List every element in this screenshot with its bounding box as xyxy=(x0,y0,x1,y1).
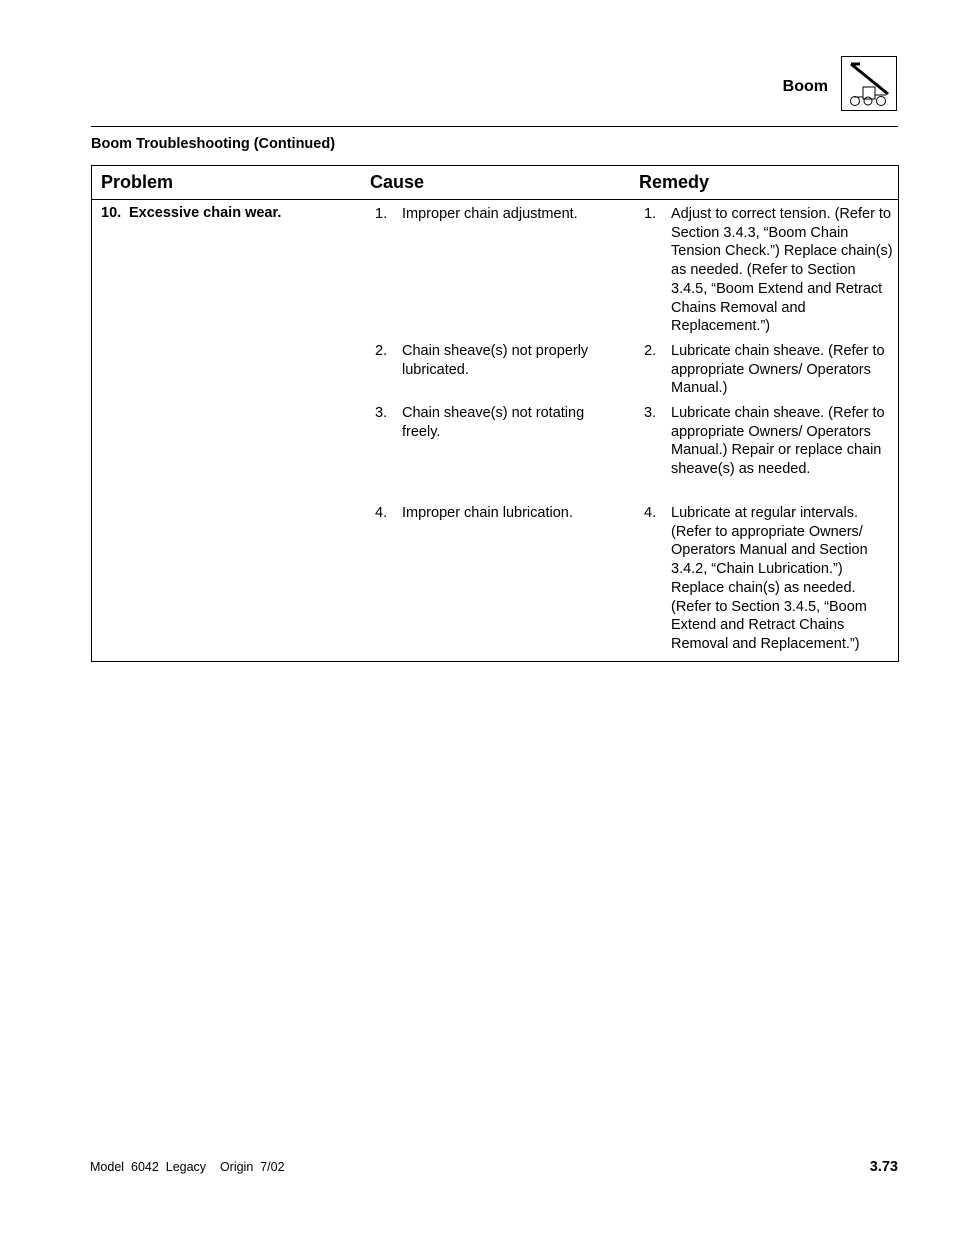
remedy-text: Lubricate chain sheave. (Refer to appropriate Owners/ Operators Manual.) Repair or replace chain sheave(s) as needed. xyxy=(671,405,885,478)
remedy-text: Lubricate at regular intervals. (Refer to appropriate Owners/ Operators Manual and Section 3.4.2, “Chain Lubrication.”) Replace chain(s) as needed. (Refer to Section 3.4.5, “Boom Extend and Retract Chains Removal and Replacement.”) xyxy=(671,505,868,652)
problem-cell xyxy=(101,205,281,221)
header-row-divider xyxy=(92,199,898,200)
cause-number: 2. xyxy=(375,343,388,359)
column-header-remedy: Remedy xyxy=(639,172,710,192)
cause-text: Chain sheave(s) not rotating freely. xyxy=(402,405,585,440)
cause-text: Improper chain lubrication. xyxy=(402,505,573,521)
remedy-item xyxy=(644,404,894,479)
troubleshooting-table xyxy=(91,165,899,662)
column-header-problem: Problem xyxy=(101,172,174,192)
boom-lift-icon xyxy=(841,56,897,111)
remedy-number: 3. xyxy=(644,405,657,421)
table-title: Boom Troubleshooting (Continued) xyxy=(91,136,336,152)
section-header-title: Boom xyxy=(782,78,828,95)
cause-item xyxy=(375,205,615,224)
remedy-text: Lubricate chain sheave. (Refer to appropriate Owners/ Operators Manual.) xyxy=(671,343,885,397)
cause-text: Improper chain adjustment. xyxy=(402,206,578,222)
remedy-number: 4. xyxy=(644,505,657,521)
remedy-item xyxy=(644,504,894,654)
header-divider xyxy=(91,126,898,127)
cause-number: 1. xyxy=(375,206,388,222)
cause-item xyxy=(375,342,615,379)
page-number: 3.73 xyxy=(869,1159,898,1175)
problem-text: Excessive chain wear. xyxy=(129,205,282,221)
cause-number: 3. xyxy=(375,405,388,421)
problem-number: 10. xyxy=(101,205,122,221)
remedy-item xyxy=(644,205,894,336)
cause-number: 4. xyxy=(375,505,388,521)
remedy-item xyxy=(644,342,894,398)
footer-model-info: Model 6042 Legacy Origin 7/02 xyxy=(90,1160,285,1174)
remedy-number: 2. xyxy=(644,343,657,359)
cause-item xyxy=(375,504,615,523)
cause-item xyxy=(375,404,615,441)
cause-text: Chain sheave(s) not properly lubricated. xyxy=(402,343,589,378)
remedy-text: Adjust to correct tension. (Refer to Section 3.4.3, “Boom Chain Tension Check.”) Replace chain(s) as needed. (Refer to Section 3.4.5, “Boom Extend and Retract Chains Removal and Replacement.”) xyxy=(671,206,893,335)
remedy-number: 1. xyxy=(644,206,657,222)
column-header-cause: Cause xyxy=(370,172,425,192)
